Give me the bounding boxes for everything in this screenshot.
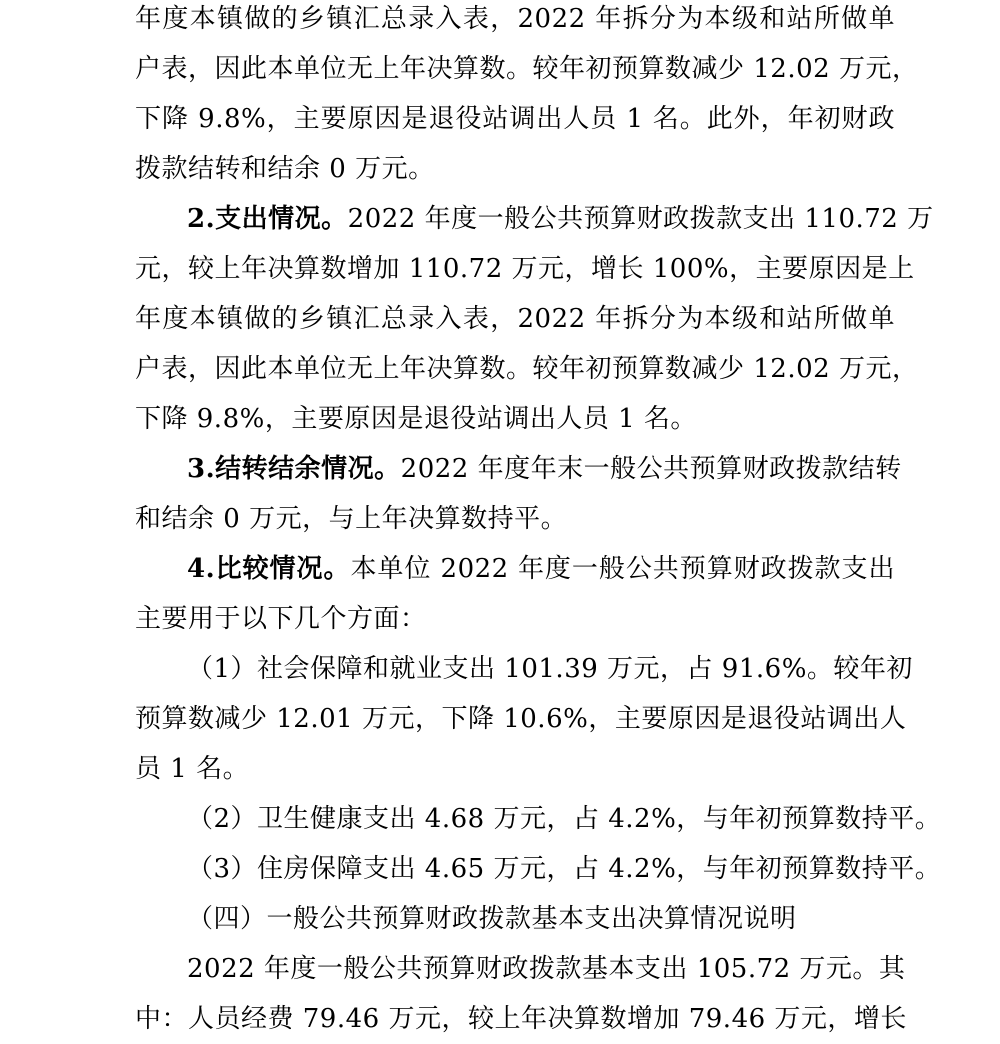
section-heading: 3.结转结余情况。 bbox=[187, 454, 401, 484]
list-item-line: （1）社会保障和就业支出 101.39 万元，占 91.6%。较年初 bbox=[187, 654, 913, 684]
section-heading: 4.比较情况。 bbox=[187, 554, 351, 584]
paragraph-text: 本单位 2022 年度一般公共预算财政拨款支出 bbox=[350, 554, 895, 584]
paragraph-text: 2022 年度一般公共预算财政拨款支出 110.72 万 bbox=[347, 204, 934, 234]
paragraph-line: 下降 9.8%，主要原因是退役站调出人员 1 名。 bbox=[135, 404, 697, 434]
paragraph-line: 中：人员经费 79.46 万元，较上年决算数增加 79.46 万元，增长 bbox=[135, 1004, 907, 1034]
paragraph-line: 元，较上年决算数增加 110.72 万元，增长 100%，主要原因是上 bbox=[135, 254, 915, 284]
subsection-heading: （四）一般公共预算财政拨款基本支出决算情况说明 bbox=[187, 904, 797, 934]
paragraph-line: 拨款结转和结余 0 万元。 bbox=[135, 154, 435, 184]
section-heading-line bbox=[187, 544, 895, 594]
paragraph-line: 预算数减少 12.01 万元，下降 10.6%，主要原因是退役站调出人 bbox=[135, 704, 907, 734]
paragraph-line: 员 1 名。 bbox=[135, 754, 250, 784]
paragraph-text: 2022 年度年末一般公共预算财政拨款结转 bbox=[400, 454, 902, 484]
paragraph-line: 年度本镇做的乡镇汇总录入表，2022 年拆分为本级和站所做单 bbox=[135, 304, 895, 334]
paragraph-line: 年度本镇做的乡镇汇总录入表，2022 年拆分为本级和站所做单 bbox=[135, 4, 895, 34]
section-heading-line bbox=[187, 194, 934, 244]
section-heading-line bbox=[187, 444, 902, 494]
list-item-line: （3）住房保障支出 4.65 万元，占 4.2%，与年初预算数持平。 bbox=[187, 854, 942, 884]
paragraph-line: 户表，因此本单位无上年决算数。较年初预算数减少 12.02 万元， bbox=[135, 54, 919, 84]
paragraph-line: 2022 年度一般公共预算财政拨款基本支出 105.72 万元。其 bbox=[187, 954, 906, 984]
paragraph-line: 和结余 0 万元，与上年决算数持平。 bbox=[135, 504, 568, 534]
list-item-line: （2）卫生健康支出 4.68 万元，占 4.2%，与年初预算数持平。 bbox=[187, 804, 942, 834]
paragraph-line: 下降 9.8%，主要原因是退役站调出人员 1 名。此外，年初财政 bbox=[135, 104, 895, 134]
paragraph-line: 主要用于以下几个方面： bbox=[135, 604, 427, 634]
section-heading: 2.支出情况。 bbox=[187, 204, 348, 234]
paragraph-line: 户表，因此本单位无上年决算数。较年初预算数减少 12.02 万元， bbox=[135, 354, 919, 384]
